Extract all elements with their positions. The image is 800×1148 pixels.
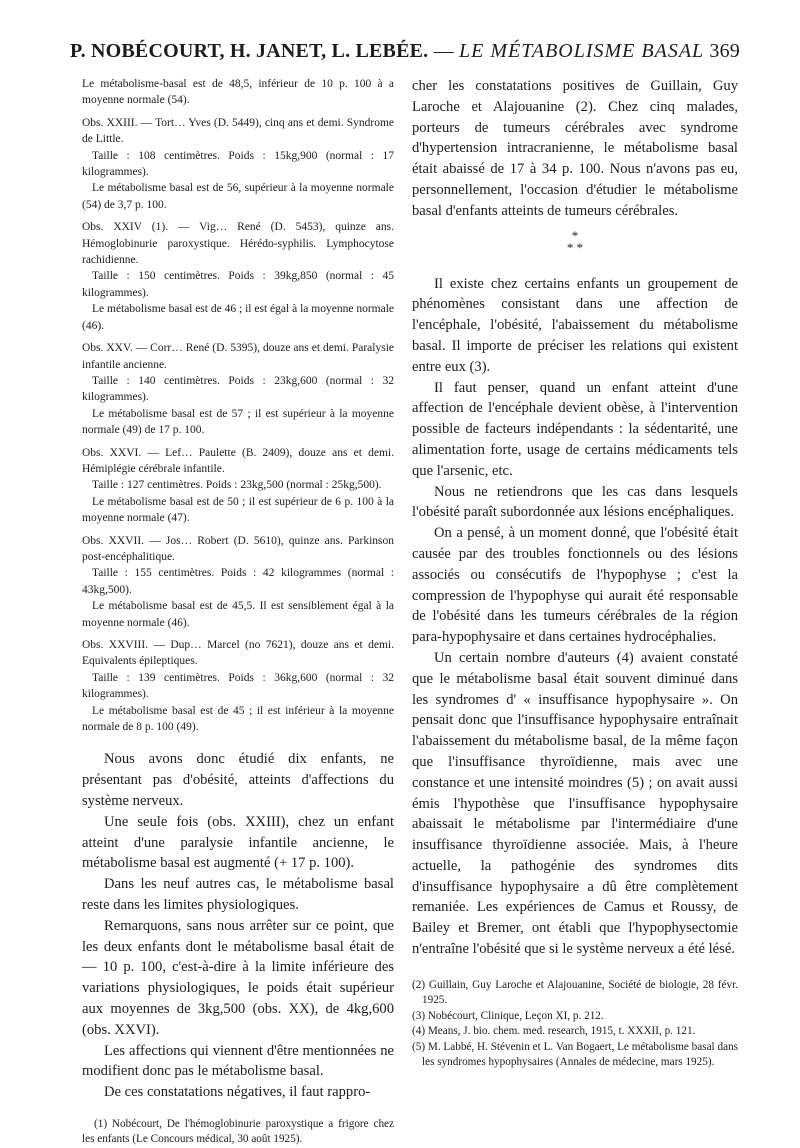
observation-line: Le métabolisme basal est de 46 ; il est égal à la moyenne normale (46). bbox=[82, 303, 394, 332]
left-body-text bbox=[82, 749, 394, 1103]
paragraph: Il existe chez certains enfants un groupement de phénomènes consistant dans une affection de l'encéphale, l'obésité, l'abaissement du métabolisme basal. Il importe de préciser les relations qui existent entre eux (3). bbox=[412, 275, 738, 375]
footnote: (2) Guillain, Guy Laroche et Alajouanine, Société de biologie, 28 févr. 1925. bbox=[412, 978, 738, 1007]
header-dash: — bbox=[428, 40, 459, 62]
observation-heading: Obs. XXVIII. — Dup… Marcel (no 7621), douze ans et demi. Equivalents épileptiques. bbox=[82, 639, 394, 668]
observation-heading: Obs. XXIII. — Tort… Yves (D. 5449), cinq ans et demi. Syndrome de Little. bbox=[82, 116, 394, 146]
paragraph: Nous avons donc étudié dix enfants, ne présentant pas d'obésité, atteints d'affections du système nerveux. bbox=[82, 751, 394, 810]
observation-line: Taille : 139 centimètres. Poids : 36kg,600 (normal : 32 kilogrammes). bbox=[82, 671, 394, 701]
asterism-divider bbox=[412, 227, 738, 270]
paragraph: Nous ne retiendrons que les cas dans lesquels l'obésité paraît subordonnée aux lésions encéphaliques. bbox=[412, 483, 738, 521]
paragraph: De ces constatations négatives, il faut rappro- bbox=[104, 1084, 371, 1101]
observation-line: Le métabolisme-basal est de 48,5, inférieur de 10 p. 100 à a moyenne normale (54). bbox=[82, 78, 394, 107]
footnote: (4) Means, J. bio. chem. med. research, 1915, t. XXXII, p. 121. bbox=[412, 1025, 696, 1038]
observation-line: Le métabolisme basal est de 45 ; il est inférieur à la moyenne normale de 8 p. 100 (49). bbox=[82, 704, 394, 734]
left-column bbox=[82, 76, 394, 1148]
observation-continuation bbox=[82, 76, 394, 109]
observation-xxiii bbox=[82, 115, 394, 213]
right-body-text-1 bbox=[412, 76, 738, 222]
observation-line: Taille : 155 centimètres. Poids : 42 kilogrammes (normal : 43kg,500). bbox=[82, 567, 394, 596]
observation-heading: Obs. XXVI. — Lef… Paulette (B. 2409), douze ans et demi. Hémiplégie cérébrale infantile. bbox=[82, 446, 394, 475]
right-column bbox=[412, 76, 738, 1071]
left-footnote bbox=[82, 1117, 394, 1148]
footnote: (1) Nobécourt, De l'hémoglobinurie paroxystique a frigore chez les enfants (Le Concours médical, 30 août 1925). bbox=[82, 1117, 394, 1146]
observation-xxviii bbox=[82, 637, 394, 735]
observation-line: Taille : 150 centimètres. Poids : 39kg,850 (normal : 45 kilogrammes). bbox=[82, 270, 394, 299]
running-header bbox=[70, 40, 740, 72]
paragraph: Dans les neuf autres cas, le métabolisme basal reste dans les limites physiologiques. bbox=[82, 876, 394, 914]
paragraph: Les affections qui viennent d'être mentionnées ne modifient donc pas le métabolisme basal. bbox=[82, 1042, 394, 1080]
header-title: LE MÉTABOLISME BASAL bbox=[459, 40, 705, 62]
right-body-text-2 bbox=[412, 274, 738, 960]
observation-line: Le métabolisme basal est de 56, supérieur à la moyenne normale (54) de 3,7 p. 100. bbox=[82, 182, 394, 211]
right-footnotes bbox=[412, 978, 738, 1071]
observation-line: Le métabolisme basal est de 50 ; il est supérieur de 6 p. 100 à la moyenne normale (47). bbox=[82, 495, 394, 525]
asterism-bottom: * * bbox=[566, 239, 584, 255]
observation-xxiv bbox=[82, 219, 394, 334]
header-authors: P. NOBÉCOURT, H. JANET, L. LEBÉE. bbox=[70, 40, 429, 62]
observation-line: Le métabolisme basal est de 45,5. Il est sensiblement égal à la moyenne normale (46). bbox=[82, 600, 394, 629]
page-number: 369 bbox=[709, 40, 740, 62]
paragraph: Il faut penser, quand un enfant atteint d'une affection de l'encéphale devient obèse, à l'intervention possible de facteurs indépendants : la sédentarité, une alimentation forte, usage de certains médicaments tels que l'arsenic, etc. bbox=[412, 379, 738, 479]
paragraph: cher les constatations positives de Guillain, Guy Laroche et Alajouanine (2). Chez cinq malades, porteurs de tumeurs cérébrales avec syndrome d'hypertension intracranienne, le métabolisme basal était abaissé de 17 à 34 p. 100. Nous n'avons pas eu, personnellement, l'occasion d'étudier le métabolisme basal d'enfants atteints de tumeurs cérébrales. bbox=[412, 78, 738, 219]
observation-xxv bbox=[82, 340, 394, 438]
paragraph: Une seule fois (obs. XXIII), chez un enfant atteint d'une paralysie infantile ancienne, le métabolisme basal est augmenté (+ 17 p. 100). bbox=[82, 813, 394, 872]
paragraph: On a pensé, à un moment donné, que l'obésité était causée par des troubles fonctionnels ou des lésions associés ou consécutifs de l'hypophyse ; c'est la compression de l'hypophyse qui aurait été responsable de l'obésité dans les tumeurs cérébrales de la région para-hypophysaire et dans certaines hydrocéphalies. bbox=[412, 525, 738, 646]
observation-heading: Obs. XXIV (1). — Vig… René (D. 5453), quinze ans. Hémoglobinurie paroxystique. Hérédo-syphilis. Lymphocytose rachidienne. bbox=[82, 221, 394, 267]
observation-line: Le métabolisme basal est de 57 ; il est supérieur à la moyenne normale (49) de 17 p. 100. bbox=[82, 407, 394, 437]
paragraph: Un certain nombre d'auteurs (4) avaient constaté que le métabolisme basal était souvent diminué dans les syndromes d' « insuffisance hypophysaire ». On pensait donc que l'insuffisance hypophysaire entraînait l'abaissement du métabolisme basal, de la même façon que l'insuffisance thyroïdienne, mais avec une constance et une intensité moindres (5) ; on avait aussi émis l'hypothèse que l'insuffisance hypophysaire abaissait le métabolisme par l'intermédiaire d'une insuffisance thyroïdienne associée. Mais, à l'heure actuelle, la pathogénie des syndromes dits d'insuffisance hypophysaire a dû être complètement remaniée. Les expériences de Camus et Roussy, de Bailey et Bremer, ont établi que l'hypophysectomie n'entraîne l'obésité que si le système nerveux a été lésé. bbox=[412, 649, 738, 958]
footnote: (3) Nobécourt, Clinique, Leçon XI, p. 212. bbox=[412, 1009, 604, 1022]
asterism-top: * bbox=[571, 227, 579, 243]
observation-heading: Obs. XXVII. — Jos… Robert (D. 5610), quinze ans. Parkinson post-encéphalitique. bbox=[82, 534, 394, 563]
observation-line: Taille : 108 centimètres. Poids : 15kg,900 (normal : 17 kilogrammes). bbox=[82, 149, 394, 179]
observation-line: Taille : 140 centimètres. Poids : 23kg,600 (normal : 32 kilogrammes). bbox=[82, 374, 394, 404]
paragraph: Remarquons, sans nous arrêter sur ce point, que les deux enfants dont le métabolisme basal était de — 10 p. 100, c'est-à-dire à la limite inférieure des variations physiologiques, le poids était supérieur aux moyennes de 3kg,500 (obs. XX), de 4kg,600 (obs. XXVI). bbox=[82, 917, 394, 1038]
observation-line: Taille : 127 centimètres. Poids : 23kg,500 (normal : 25kg,500). bbox=[92, 479, 382, 492]
observation-xxvi bbox=[82, 445, 394, 527]
observation-xxvii bbox=[82, 533, 394, 631]
footnote: (5) M. Labbé, H. Stévenin et L. Van Bogaert, Le métabolisme basal dans les syndromes hypophysaires (Annales de médecine, mars 1925). bbox=[412, 1040, 738, 1069]
observation-heading: Obs. XXV. — Corr… René (D. 5395), douze ans et demi. Paralysie infantile ancienne. bbox=[82, 342, 394, 371]
